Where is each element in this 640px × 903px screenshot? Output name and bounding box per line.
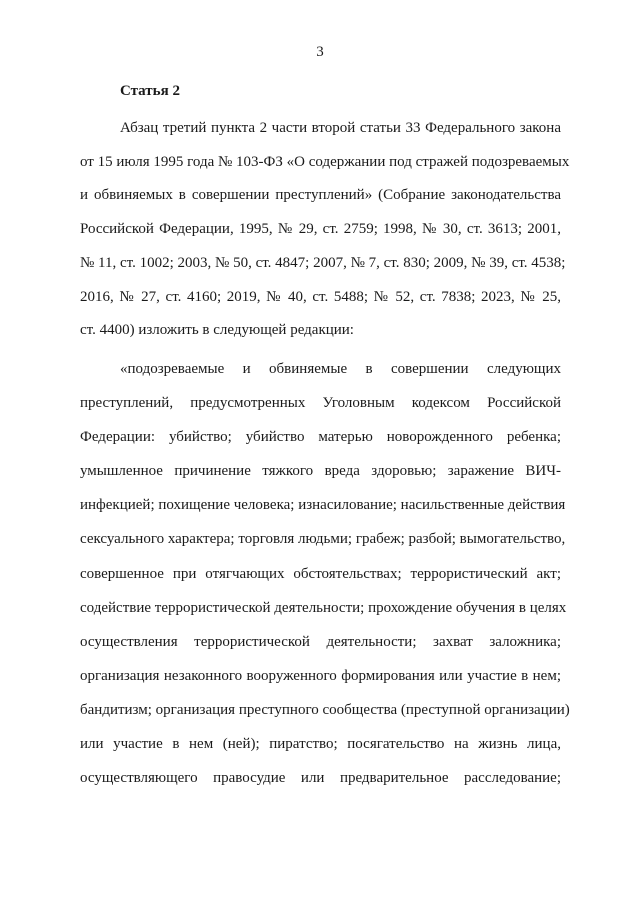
paragraph-2-line: организация незаконного вооруженного формирования или участие в нем; <box>80 668 561 684</box>
paragraph-2-line: преступлений, предусмотренных Уголовным кодексом Российской <box>80 395 561 411</box>
paragraph-2-line: инфекцией; похищение человека; изнасилование; насильственные действия <box>80 497 566 513</box>
article-heading: Статья 2 <box>120 83 180 99</box>
paragraph-2-line: бандитизм; организация преступного сообщества (преступной организации) <box>80 702 570 718</box>
paragraph-1-line: Российской Федерации, 1995, № 29, ст. 2759; 1998, № 30, ст. 3613; 2001, <box>80 221 561 237</box>
paragraph-1-line: 2016, № 27, ст. 4160; 2019, № 40, ст. 5488; № 52, ст. 7838; 2023, № 25, <box>80 289 561 305</box>
paragraph-2-line: содействие террористической деятельности; прохождение обучения в целях <box>80 600 567 616</box>
paragraph-1-line: № 11, ст. 1002; 2003, № 50, ст. 4847; 2007, № 7, ст. 830; 2009, № 39, ст. 4538; <box>80 255 566 271</box>
paragraph-1-line: от 15 июля 1995 года № 103-ФЗ «О содержании под стражей подозреваемых <box>80 154 570 170</box>
paragraph-2-line: сексуального характера; торговля людьми; грабеж; разбой; вымогательство, <box>80 531 566 547</box>
paragraph-2-line: осуществления террористической деятельности; захват заложника; <box>80 634 561 650</box>
page-number: 3 <box>316 44 324 60</box>
paragraph-2-line: осуществляющего правосудие или предварительное расследование; <box>80 770 561 786</box>
paragraph-2-line: совершенное при отягчающих обстоятельствах; террористический акт; <box>80 566 561 582</box>
paragraph-2-line: «подозреваемые и обвиняемые в совершении следующих <box>120 361 561 377</box>
paragraph-2-line: Федерации: убийство; убийство матерью новорожденного ребенка; <box>80 429 561 445</box>
paragraph-1-line: Абзац третий пункта 2 части второй статьи 33 Федерального закона <box>120 120 561 136</box>
paragraph-2-line: или участие в нем (ней); пиратство; посягательство на жизнь лица, <box>80 736 561 752</box>
paragraph-1-line: и обвиняемых в совершении преступлений» (Собрание законодательства <box>80 187 561 203</box>
paragraph-1-line: ст. 4400) изложить в следующей редакции: <box>80 322 354 338</box>
paragraph-2-line: умышленное причинение тяжкого вреда здоровью; заражение ВИЧ- <box>80 463 561 479</box>
